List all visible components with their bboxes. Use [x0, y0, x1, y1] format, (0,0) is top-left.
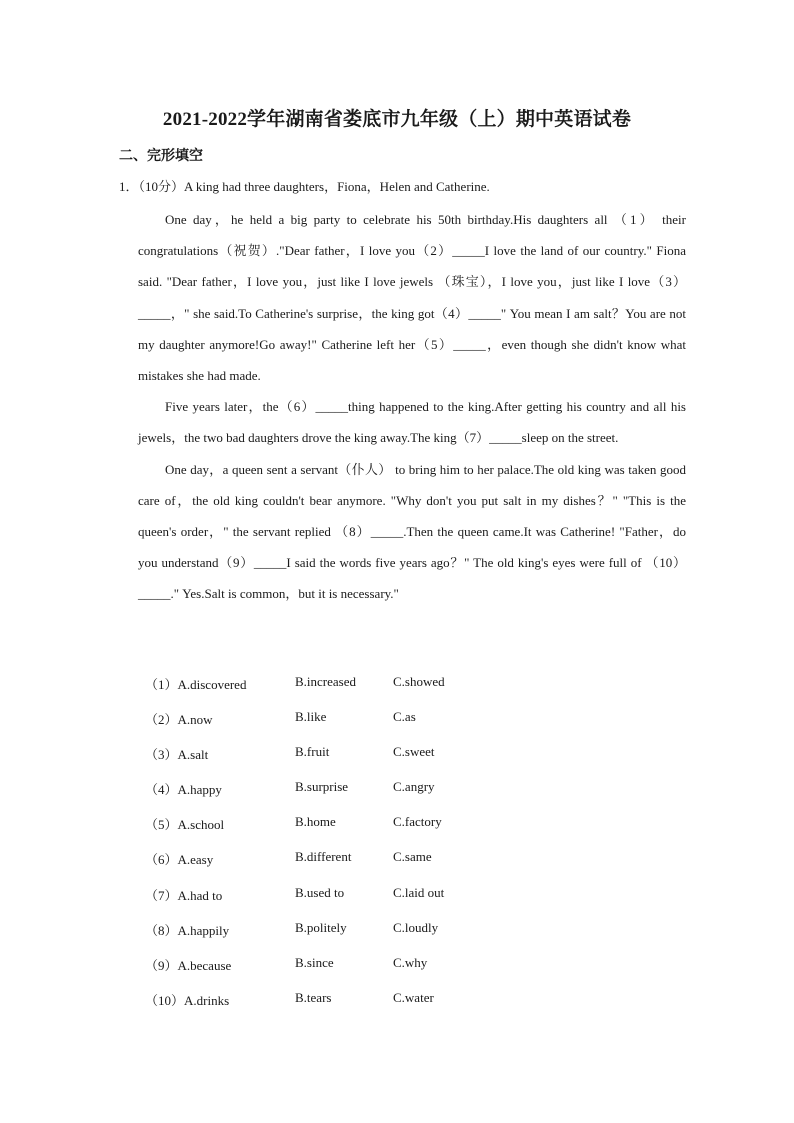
option-c: C.loudly	[393, 919, 439, 935]
option-c: C.showed	[393, 674, 445, 689]
option-b: B.different	[295, 849, 352, 865]
passage-paragraph: One day，a queen sent a servant（仆人） to bring him to her palace.The old king was taken good care of，the old king couldn't bear anymore. "Why don't you put salt in my dishes？" "This is the queen's order，" the servant replied （8）_____.Then the queen came.It was Catherine! "Father，do you understand（9）_____I said the words five years ago？" The old king's eyes were full of （10）_____." Yes.Salt is common，but it is necessary."	[138, 461, 686, 602]
option-a: （7）A.had to	[145, 887, 223, 903]
option-c: C.as	[393, 709, 416, 725]
option-a: （3）A.salt	[145, 747, 209, 763]
option-c: C.sweet	[393, 744, 435, 760]
option-c: C.same	[393, 849, 432, 865]
option-row	[145, 920, 545, 955]
option-a: （10）A.drinks	[145, 992, 230, 1008]
question-header: 1．（10分）A king had three daughters，Fiona，Helen and Catherine.	[119, 179, 490, 194]
option-row	[145, 849, 545, 884]
option-b: B.since	[295, 954, 334, 970]
option-row	[145, 814, 545, 849]
option-c: C.factory	[393, 814, 442, 830]
option-a: （4）A.happy	[145, 782, 222, 798]
option-row	[145, 990, 545, 1025]
section-heading: 二、完形填空	[119, 149, 203, 164]
option-row	[145, 674, 545, 709]
option-a: （9）A.because	[145, 957, 232, 973]
page-title: 2021-2022学年湖南省娄底市九年级（上）期中英语试卷	[162, 109, 632, 130]
option-c: C.water	[393, 989, 434, 1005]
option-a: （2）A.now	[145, 712, 213, 728]
option-row	[145, 885, 545, 920]
option-b: B.home	[295, 814, 336, 830]
option-b: B.tears	[295, 989, 332, 1005]
option-row	[145, 955, 545, 990]
passage-paragraph: Five years later，the（6）_____thing happened to the king.After getting his country and all his jewels，the two bad daughters drove the king away.The king（7）_____sleep on the street.	[138, 399, 686, 446]
option-a: （1）A.discovered	[145, 677, 247, 692]
cloze-passage	[138, 204, 686, 610]
option-b: B.surprise	[295, 779, 349, 795]
option-c: C.laid out	[393, 884, 445, 900]
option-b: B.used to	[295, 884, 345, 900]
passage-paragraph: One day，he held a big party to celebrate his 50th birthday.His daughters all （1） their congratulations（祝贺）."Dear father，I love you（2）_____I love the land of our country." Fiona said. "Dear father，I love you，just like I love jewels （珠宝），I love you，just like I love（3）_____，" she said.To Catherine's surprise，the king got（4）_____" You mean I am salt？You are not my daughter anymore!Go away!" Catherine left her（5）_____，even though she didn't know what mistakes she had made.	[138, 212, 687, 384]
options-list	[145, 674, 545, 1025]
option-a: （6）A.easy	[145, 852, 214, 868]
option-b: B.increased	[295, 674, 357, 689]
option-a: （8）A.happily	[145, 922, 230, 938]
option-a: （5）A.school	[145, 817, 225, 833]
option-row	[145, 744, 545, 779]
option-c: C.angry	[393, 779, 435, 795]
option-c: C.why	[393, 954, 428, 970]
option-b: B.politely	[295, 919, 347, 935]
option-b: B.like	[295, 709, 327, 725]
option-row	[145, 709, 545, 744]
option-b: B.fruit	[295, 744, 330, 760]
option-row	[145, 779, 545, 814]
